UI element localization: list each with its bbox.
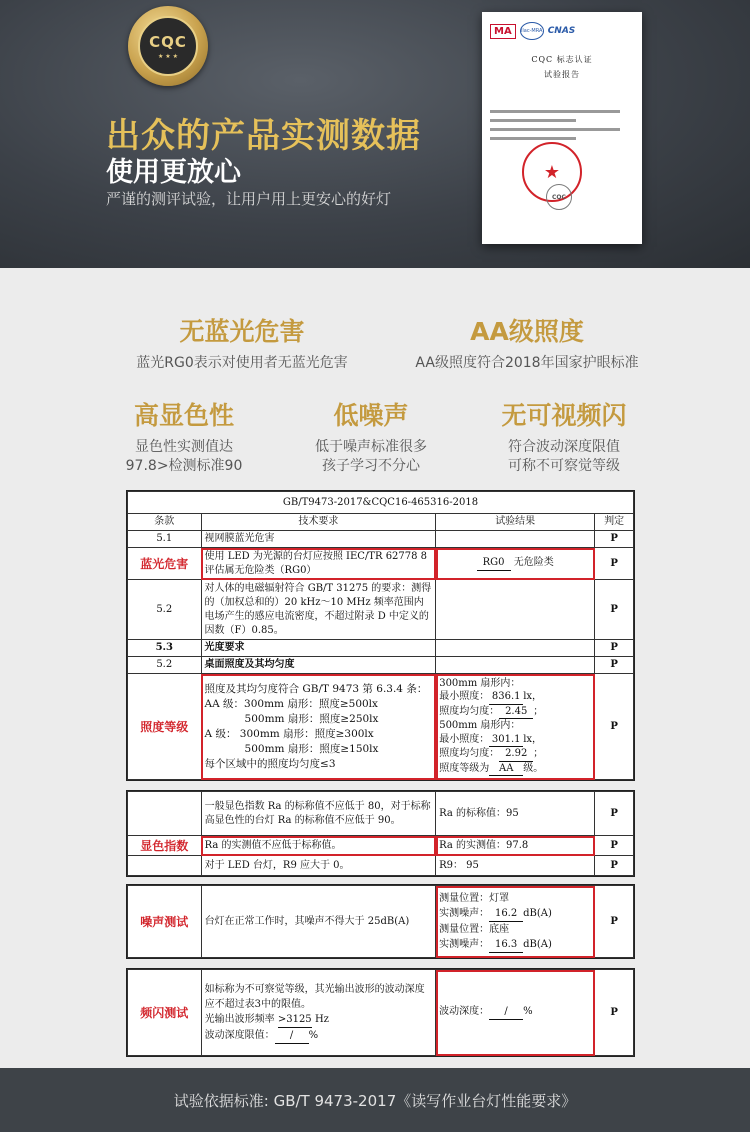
ma-logo-icon: MA (490, 24, 516, 39)
result-line: 最小照度： 301.1 lx， (439, 733, 591, 748)
req-cell: 视网膜蓝光危害 (201, 531, 436, 548)
certificate-line (490, 110, 620, 113)
certificate-line (490, 119, 576, 122)
feature-desc: 蓝光RG0表示对使用者无蓝光危害 (136, 355, 348, 371)
feature-desc (478, 438, 650, 476)
verdict-cell: P (595, 640, 634, 657)
certificate-title: CQC 标志认证 (531, 55, 593, 64)
page-title: 出众的产品实测数据 (106, 116, 421, 156)
req-line: AA 级：300mm 扇形：照度≥500lx (204, 697, 378, 710)
ilac-logo-icon: ilac-MRA (520, 22, 544, 40)
page-tagline: 严谨的测评试验，让用户用上更安心的好灯 (106, 190, 392, 208)
result-cell (436, 886, 595, 958)
verdict-cell: P (595, 856, 634, 876)
feature-desc (296, 438, 446, 476)
result-cell (436, 580, 595, 640)
clause-cell: 5.1 (128, 531, 202, 548)
result-line: 实测噪声： 16.2 dB(A) (439, 906, 591, 922)
req-cell: 台灯在正常工作时，其噪声不得大于 25dB(A) (201, 886, 436, 958)
clause-cell (128, 856, 202, 876)
feature-title: 低噪声 (333, 401, 409, 430)
verdict-cell: P (595, 657, 634, 674)
certificate-document (482, 12, 642, 244)
req-line: 光输出波形频率 >3125 Hz (205, 1012, 433, 1028)
feature-desc-line: 符合波动深度限值 (508, 439, 620, 455)
footer-banner (0, 1068, 750, 1132)
red-seal-icon: ★ (522, 142, 582, 202)
result-line: 照度等级为 AA 级。 (439, 762, 591, 777)
result-line: 照度均匀度： 2.92 ； (439, 747, 591, 762)
test-report-table-4 (126, 968, 635, 1057)
col-header-req: 技术要求 (201, 514, 436, 531)
result-line: 最小照度： 836.1 lx， (439, 690, 591, 705)
certificate-line (490, 137, 576, 140)
certificate-text-lines (490, 110, 634, 140)
result-line: 照度均匀度： 2.45 ； (439, 705, 591, 720)
certificate-logos (490, 18, 634, 44)
verdict-cell: P (595, 548, 634, 580)
result-cell (436, 657, 595, 674)
result-text: 无危险类 (513, 557, 554, 568)
verdict-cell: P (595, 580, 634, 640)
req-cell: 对人体的电磁辐射符合 GB/T 31275 的要求：测得的（加权总和的）20 kHz～10 MHz 频率范围内电场产生的感应电流密度，不超过附录 D 中定义的因数（F）0.85。 (201, 580, 436, 640)
verdict-cell: P (595, 836, 634, 856)
feature-desc-line: 97.8>检测标准90 (125, 458, 243, 474)
verdict-cell: P (595, 674, 634, 780)
test-report-table-3 (126, 884, 635, 959)
position-2: 底座 (489, 923, 510, 935)
highlight-label-noise: 噪声测试 (128, 886, 202, 958)
req-line: 照度及其均匀度符合 GB/T 9473 第 6.3.4 条： (204, 682, 428, 695)
highlight-label-flicker: 频闪测试 (128, 970, 202, 1056)
standard-header: GB/T9473-2017&CQC16-465316-2018 (128, 492, 634, 514)
col-header-clause: 条款 (128, 514, 202, 531)
certificate-line (490, 128, 620, 131)
result-line: 测量位置：灯罩 (439, 892, 510, 904)
uniformity-300: 2.45 (499, 705, 533, 720)
req-line: 500mm 扇形：照度≥250lx (244, 712, 379, 725)
star-icon: ★ ★ ★ (158, 52, 178, 60)
feature-title: 无可视频闪 (501, 401, 627, 430)
feature-title: AA级照度 (470, 317, 584, 346)
feature-blue-light (106, 312, 378, 373)
clause-cell: 5.2 (128, 657, 202, 674)
cnas-logo-icon: CNAS (547, 26, 576, 36)
clause-cell: 5.2 (128, 580, 202, 640)
col-header-result: 试验结果 (436, 514, 595, 531)
footer-standard-text: 试验依据标准: GB/T 9473-2017《读写作业台灯性能要求》 (173, 1091, 577, 1110)
req-line: 如标称为不可察觉等级，其光输出波形的波动深度应不超过表3中的限值。 (204, 983, 425, 1010)
cqc-badge-text: CQC (149, 32, 187, 51)
result-value: RG0 (477, 556, 511, 571)
uniformity-500: 2.92 (499, 747, 533, 762)
result-cell: 波动深度： / % (436, 970, 595, 1056)
verdict-cell: P (595, 970, 634, 1056)
result-line: 300mm 扇形内： (439, 677, 521, 689)
result-line: 测量位置：底座 (439, 923, 510, 935)
result-line: 实测噪声： 16.3 dB(A) (439, 937, 591, 953)
result-cell (436, 531, 595, 548)
result-cell: Ra 的标称值：95 (436, 792, 595, 836)
feature-desc-line: 显色性实测值达 (135, 439, 233, 455)
cqc-badge-icon (128, 6, 208, 86)
feature-color-rendering (104, 396, 264, 476)
illuminance-grade: AA (489, 762, 523, 777)
req-line: A 级： 300mm 扇形：照度≥300lx (204, 727, 374, 740)
depth-limit: / (275, 1028, 309, 1044)
test-report-table-1 (126, 490, 635, 781)
min-illuminance-300: 836.1 (489, 690, 523, 705)
page-subtitle: 使用更放心 (106, 157, 241, 188)
feature-title: 无蓝光危害 (179, 317, 305, 346)
min-illuminance-500: 301.1 (489, 733, 523, 748)
req-cell (201, 970, 436, 1056)
noise-1: 16.2 (489, 906, 523, 922)
feature-desc-line: 低于噪声标准很多 (315, 439, 427, 455)
req-line: 500mm 扇形：照度≥150lx (244, 742, 379, 755)
highlight-label-blue-light: 蓝光危害 (128, 548, 202, 580)
feature-aa-illuminance (396, 312, 658, 373)
verdict-cell: P (595, 886, 634, 958)
req-cell: 对于 LED 台灯，R9 应大于 0。 (201, 856, 436, 876)
feature-title: 高显色性 (133, 401, 234, 430)
flicker-depth: / (489, 1005, 523, 1020)
highlight-label-illuminance: 照度等级 (128, 674, 202, 780)
highlight-label-color-rendering: 显色指数 (128, 836, 202, 856)
req-cell: 桌面照度及其均匀度 (201, 657, 436, 674)
wave-frequency: >3125 (278, 1012, 312, 1028)
result-cell (436, 548, 595, 580)
test-report-table-2 (126, 790, 635, 877)
verdict-cell: P (595, 792, 634, 836)
col-header-verdict: 判定 (595, 514, 634, 531)
result-cell: R9： 95 (436, 856, 595, 876)
req-cell: 一般显色指数 Ra 的标称值不应低于 80，对于标称高显色性的台灯 Ra 的标称值不应低于 90。 (201, 792, 436, 836)
result-line: 500mm 扇形内： (439, 720, 521, 732)
req-line: 每个区域中的照度均匀度≤3 (204, 757, 336, 770)
feature-no-flicker (478, 396, 650, 476)
result-cell (436, 640, 595, 657)
feature-desc-line: 孩子学习不分心 (322, 458, 420, 474)
req-cell: 光度要求 (201, 640, 436, 657)
clause-cell: 5.3 (128, 640, 202, 657)
cqc-badge-inner (138, 16, 198, 76)
certificate-title-2: 试验报告 (544, 70, 580, 79)
feature-desc (104, 438, 264, 476)
req-cell (201, 674, 436, 780)
result-cell (436, 674, 595, 780)
position-1: 灯罩 (489, 892, 510, 904)
clause-cell (128, 792, 202, 836)
feature-low-noise (296, 396, 446, 476)
noise-2: 16.3 (489, 937, 523, 953)
req-cell: 使用 LED 为光源的台灯应按照 IEC/TR 62778 8 评估属无危险类（RG0） (201, 548, 436, 580)
header-banner (0, 0, 750, 268)
feature-desc-line: 可称不可察觉等级 (508, 458, 620, 474)
req-cell: Ra 的实测值不应低于标称值。 (201, 836, 436, 856)
verdict-cell: P (595, 531, 634, 548)
req-line: 波动深度限值： / % (205, 1028, 433, 1044)
result-cell: Ra 的实测值：97.8 (436, 836, 595, 856)
cqc-mark-icon: CQC (546, 184, 572, 210)
feature-desc: AA级照度符合2018年国家护眼标准 (415, 355, 639, 371)
